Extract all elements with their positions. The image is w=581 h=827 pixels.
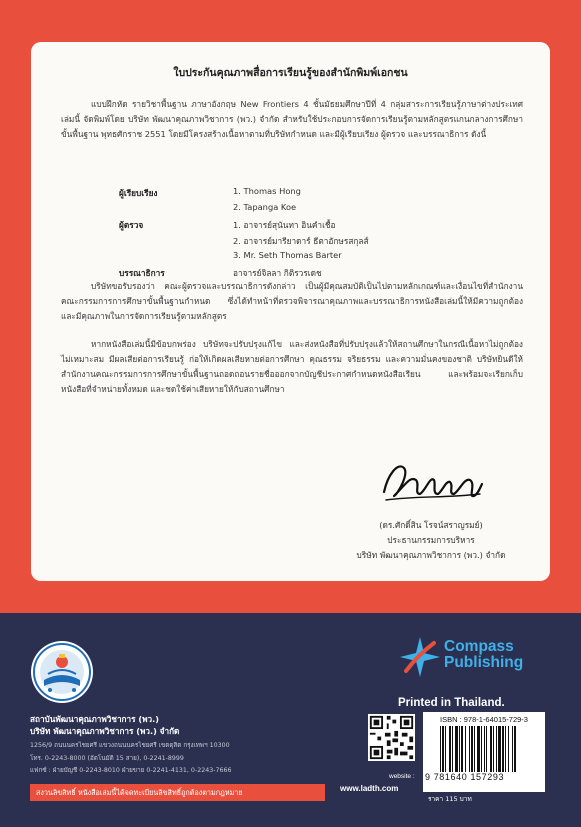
signer-name: (ดร.ศักดิ์สิน โรจน์สราญรมย์) [379, 520, 483, 530]
staff-name: 3. Mr. Seth Thomas Barter [233, 250, 342, 260]
printed-in-thailand: Printed in Thailand. [398, 697, 505, 709]
website-link[interactable]: www.ladth.com [340, 784, 399, 793]
isbn-barcode [423, 712, 545, 792]
staff-name: 1. Thomas Hong [233, 186, 301, 196]
staff-row [119, 250, 479, 266]
publisher-company: บริษัท พัฒนาคุณภาพวิชาการ (พว.) จำกัด [30, 726, 180, 736]
quality-assurance-card [31, 42, 550, 581]
qr-code-icon [368, 714, 415, 761]
compass-text: Compass [444, 638, 514, 655]
staff-list [119, 186, 479, 282]
price-label: ราคา 115 บาท [428, 794, 488, 804]
staff-role: บรรณาธิการ [119, 268, 165, 278]
staff-row [119, 234, 479, 250]
certification-paragraph: บริษัทขอรับรองว่า คณะผู้ตรวจและบรรณาธิการดังกล่าว เป็นผู้มีคุณสมบัติเป็นไปตามหลักเกณฑ์และเงื่อนไขที่สำนักงานคณะกรรมการการศึกษาขั้นพื้นฐานกำหนด ซึ่งได้ทำหน้าที่ตรวจพิจารณาคุณภาพและบรรณาธิการหนังสือเล่มนี้ให้มีความถูกต้องและมีคุณภาพในการจัดการเรียนรู้ตามหลักสูตร [61, 281, 523, 321]
address-line: 1256/9 ถนนนครไชยศรี แขวงถนนนครไชยศรี เขตดุสิต กรุงเทพฯ 10300 [30, 742, 230, 749]
isbn-number: ISBN : 978-1-64015-729-3 [440, 715, 528, 724]
staff-name: อาจารย์จิลลา กิติรวรเดช [233, 268, 322, 278]
staff-name: 2. อาจารย์มารียาดาร์ ธีตาอักษรสกุลส์ [233, 236, 369, 246]
staff-name: 1. อาจารย์สุนันทา อินคำเชื้อ [233, 220, 336, 230]
intro-paragraph: แบบฝึกหัด รายวิชาพื้นฐาน ภาษาอังกฤษ New Frontiers 4 ชั้นมัธยมศึกษาปีที่ 4 กลุ่มสาระการเรียนรู้ภาษาต่างประเทศ เล่มนี้ จัดพิมพ์โดย บริษัท พัฒนาคุณภาพวิชาการ (พว.) จำกัด สำหรับใช้ประกอบการจัดการเรียนรู้ตามหลักสูตรแกนกลางการศึกษาขั้นพื้นฐาน พุทธศักราช 2551 โดยมีโครงสร้างเนื้อหาตามที่บริษัทกำหนด และมีผู้เรียบเรียง ผู้ตรวจ และบรรณาธิการ ดังนี้ [61, 99, 523, 139]
compass-star-icon [398, 635, 442, 679]
staff-row [119, 186, 479, 202]
publisher-institute: สถาบันพัฒนาคุณภาพวิชาการ (พว.) [30, 714, 159, 724]
publisher-address [30, 740, 232, 778]
staff-role: ผู้ตรวจ [119, 220, 144, 230]
back-cover-footer [0, 613, 581, 827]
signer-company: บริษัท พัฒนาคุณภาพวิชาการ (พว.) จำกัด [356, 550, 506, 560]
address-line: แฟกซ์ : ฝ่ายบัญชี 0-2243-8010 ฝ่ายขาย 0-2241-4131, 0-2243-7666 [30, 767, 232, 774]
publishing-text: Publishing [444, 654, 524, 671]
card-title: ใบประกันคุณภาพสื่อการเรียนรู้ของสำนักพิมพ์เอกชน [173, 67, 408, 79]
publisher-emblem-logo [30, 640, 94, 704]
signer-position: ประธานกรรมการบริหาร [387, 535, 475, 545]
handwritten-signature [376, 454, 486, 509]
address-line: โทร. 0-2243-8000 (อัตโนมัติ 15 สาย), 0-2241-8999 [30, 754, 184, 762]
barcode-icon [440, 726, 538, 772]
staff-row [119, 202, 479, 218]
publisher-names [30, 713, 179, 737]
website-label: website : [389, 773, 415, 780]
staff-row [119, 218, 479, 234]
staff-role: ผู้เรียบเรียง [119, 188, 158, 198]
staff-name: 2. Tapanga Koe [233, 202, 297, 212]
compass-publishing-logo [398, 633, 558, 683]
warranty-paragraph: หากหนังสือเล่มนี้มีข้อบกพร่อง บริษัทจะปรับปรุงแก้ไข และส่งหนังสือที่ปรับปรุงแล้วให้สถานศึกษาในกรณีเนื้อหาไม่ถูกต้อง ไม่เหมาะสม มีผลเสียต่อการเรียนรู้ ก่อให้เกิดผลเสียหายต่อการศึกษา คุณธรรม จริยธรรม และความมั่นคงของชาติ บริษัทยินดีให้สำนักงานคณะกรรมการการศึกษาขั้นพื้นฐานถอดถอนรายชื่อออกจากบัญชีประกาศกำหนดหนังสือเรียน และพร้อมจะเรียกเก็บหนังสือที่จำหน่ายทั้งหมด และชดใช้ค่าเสียหายให้กับสถานศึกษา [61, 339, 523, 394]
barcode-number: 9 781640 157293 [425, 772, 505, 782]
copyright-banner: สงวนลิขสิทธิ์ หนังสือเล่มนี้ได้จดทะเบียนลิขสิทธิ์ถูกต้องตามกฎหมาย [30, 784, 325, 801]
